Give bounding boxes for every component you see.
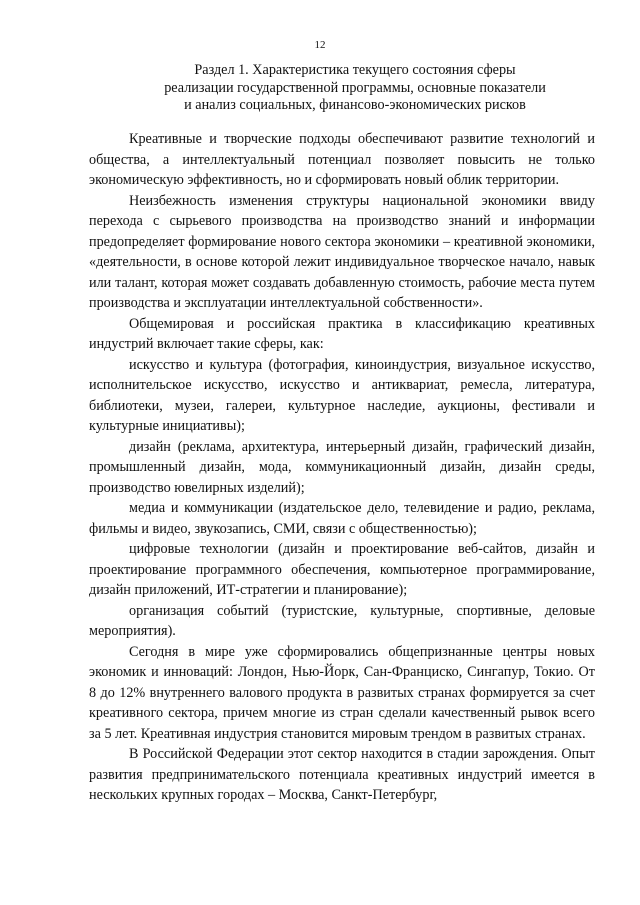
paragraph: В Российской Федерации этот сектор находится в стадии зарождения. Опыт развития предпринимательского потенциала креативных индустрий имеется в нескольких крупных городах – Москва, Санкт-Петербург, [89,746,595,803]
paragraph: Неизбежность изменения структуры национальной экономики ввиду перехода с сырьевого производства на производство знаний и информации предопределяет формирование нового сектора экономики – креативной экономики, «деятельности, в основе которой лежит индивидуальное творческое начало, навык или талант, которая может создавать добавленную стоимость, рабочие места путем производства и эксплуатации интеллектуальной собственности». [89,192,595,311]
heading-line: и анализ социальных, финансово-экономических рисков [184,97,526,113]
list-paragraph: цифровые технологии (дизайн и проектирование веб-сайтов, дизайн и проектирование программного обеспечения, компьютерное программирование, дизайн приложений, ИТ-стратегии и планирование); [89,541,595,598]
paragraph: Креативные и творческие подходы обеспечивают развитие технологий и общества, а интеллектуальный потенциал позволяет повысить не только экономическую эффективность, но и сформировать новый облик территории. [89,131,595,188]
heading-line: Раздел 1. Характеристика текущего состояния сферы [194,62,516,78]
heading-line: реализации государственной программы, основные показатели [164,79,546,96]
paragraph: Общемировая и российская практика в классификацию креативных индустрий включает такие сферы, как: [89,315,595,352]
list-paragraph: искусство и культура (фотография, киноиндустрия, визуальное искусство, исполнительское искусство, искусство и антиквариат, ремесла, литература, библиотеки, музеи, галереи, культурное наследие, аукционы, фестивали и культурные инициативы); [89,356,595,434]
paragraph: Сегодня в мире уже сформировались общепризнанные центры новых экономик и инноваций: Лондон, Нью-Йорк, Сан-Франциско, Сингапур, Токио. От 8 до 12% внутреннего валового продукта в развитых странах формируется за счет креативного сектора, причем многие из стран сделали качественный рывок всего за 5 лет. Креативная индустрия становится мировым трендом в развитых странах. [89,643,595,742]
list-paragraph: организация событий (туристские, культурные, спортивные, деловые мероприятия). [89,602,595,639]
list-paragraph: медиа и коммуникации (издательское дело, телевидение и радио, реклама, фильмы и видео, звукозапись, СМИ, связи с общественностью); [89,500,595,537]
page-number: 12 [314,39,326,51]
list-paragraph: дизайн (реклама, архитектура, интерьерный дизайн, графический дизайн, промышленный дизайн, мода, коммуникационный дизайн, дизайн среды, производство ювелирных изделий); [89,438,595,496]
section-heading [110,62,600,115]
body-text [89,129,595,806]
